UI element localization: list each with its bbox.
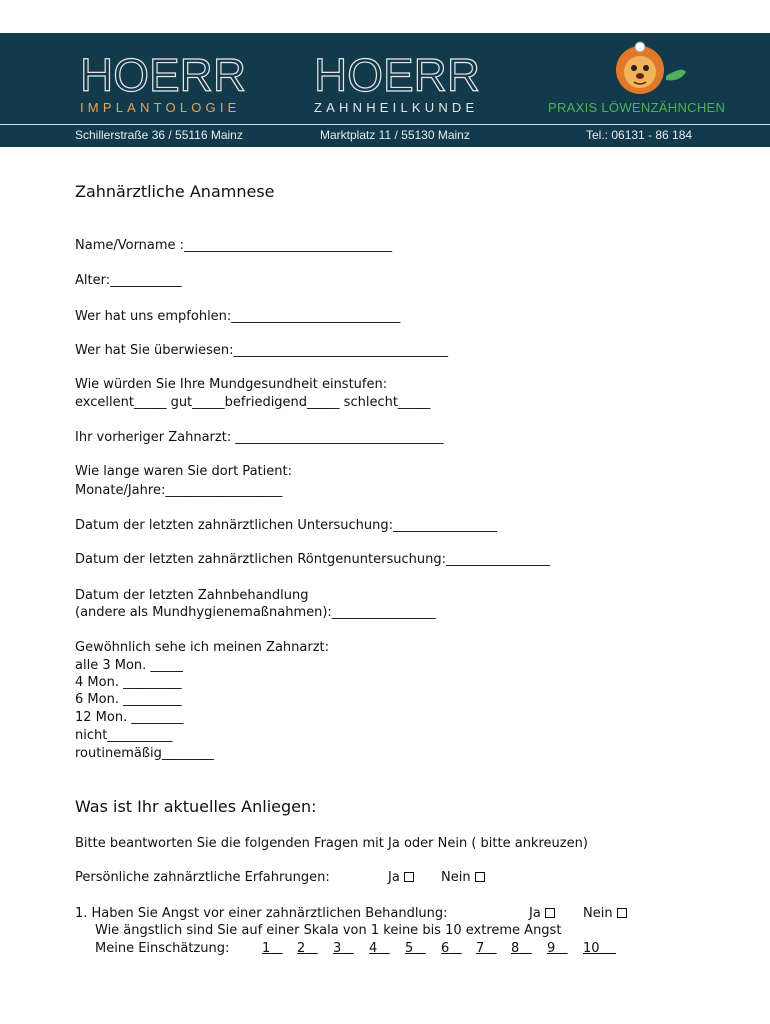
hoerr-zahnheilkunde-logo [314,51,492,95]
erfahrungen-label: Persönliche zahnärztliche Erfahrungen: [75,870,330,885]
erfahrungen-ja-option[interactable] [388,869,414,887]
hoerr-implantologie-logo [80,51,258,95]
ja-label: Ja [388,870,400,885]
frequency-question: Gewöhnlich sehe ich meinen Zahnarzt: [75,640,329,655]
patient-duration-question: Wie lange waren Sie dort Patient: [75,464,292,479]
ueberwiesen-field[interactable]: Wer hat Sie überwiesen:_________________________________ [75,343,448,358]
address-marktplatz: Marktplatz 11 / 55130 Mainz [320,128,470,142]
mundgesundheit-options[interactable]: excellent_____ gut_____befriedigend_____ schlecht_____ [75,395,431,410]
erfahrungen-nein-option[interactable] [441,869,485,887]
erfahrungen-ja-checkbox[interactable] [404,872,414,882]
behandlung-date-field[interactable]: (andere als Mundhygienemaßnahmen):________________ [75,605,436,620]
anliegen-instructions: Bitte beantworten Sie die folgenden Fragen mit Ja oder Nein ( bitte ankreuzen) [75,836,588,851]
scale-option[interactable] [297,940,318,958]
q1-nein-option[interactable] [583,905,627,923]
phone-number: Tel.: 06131 - 86 184 [586,128,693,142]
form-title: Zahnärztliche Anamnese [75,182,275,201]
logo-text-1: HOERR [80,51,247,95]
address-schillerstrasse: Schillerstraße 36 / 55116 Mainz [75,128,243,142]
scale-value: 3 [333,941,342,956]
freq-option[interactable]: routinemäßig________ [75,746,214,761]
scale-option[interactable] [511,940,532,958]
alter-field[interactable]: Alter:___________ [75,273,182,288]
freq-option[interactable]: 6 Mon. _________ [75,692,182,707]
scale-option[interactable] [441,940,462,958]
scale-value: 10 [583,941,600,956]
scale-option[interactable] [583,940,616,958]
q1-nein-checkbox[interactable] [617,908,627,918]
q1-ja-checkbox[interactable] [545,908,555,918]
anliegen-title: Was ist Ihr aktuelles Anliegen: [75,797,317,816]
q1-einschaetzung-label: Meine Einschätzung: [95,941,230,956]
nein-label: Nein [441,870,471,885]
scale-value: 7 [476,941,485,956]
praxis-name: PRAXIS LÖWENZÄHNCHEN [548,100,726,115]
scale-option[interactable] [369,940,390,958]
mundgesundheit-question: Wie würden Sie Ihre Mundgesundheit einstufen: [75,377,388,392]
empfohlen-field[interactable]: Wer hat uns empfohlen:__________________________ [75,309,401,324]
scale-option[interactable] [262,940,283,958]
letterhead [0,33,770,147]
logo1-subtitle: IMPLANTOLOGIE [80,100,241,115]
question-1: 1. Haben Sie Angst vor einer zahnärztlichen Behandlung: [75,906,448,921]
scale-option[interactable] [547,940,568,958]
scale-value: 5 [405,941,414,956]
behandlung-label: Datum der letzten Zahnbehandlung [75,588,309,603]
roentgen-date-field[interactable]: Datum der letzten zahnärztlichen Röntgenuntersuchung:________________ [75,552,550,567]
logo2-subtitle: ZAHNHEILKUNDE [314,100,479,115]
freq-option[interactable]: nicht__________ [75,728,173,743]
header-divider [0,124,770,125]
scale-value: 6 [441,941,450,956]
scale-value: 4 [369,941,378,956]
scale-option[interactable] [476,940,497,958]
name-field[interactable]: Name/Vorname :________________________________ [75,238,393,253]
scale-option[interactable] [405,940,426,958]
scale-value: 9 [547,941,556,956]
freq-option[interactable]: 4 Mon. _________ [75,675,182,690]
scale-value: 8 [511,941,520,956]
freq-option[interactable]: 12 Mon. ________ [75,710,184,725]
vorheriger-zahnarzt-field[interactable]: Ihr vorheriger Zahnarzt: ________________________________ [75,430,444,445]
scale-value: 2 [297,941,306,956]
scale-value: 1 [262,941,271,956]
q1-scale-text: Wie ängstlich sind Sie auf einer Skala von 1 keine bis 10 extreme Angst [95,923,562,938]
q1-ja-option[interactable] [529,905,555,923]
scale-option[interactable] [333,940,354,958]
untersuchung-date-field[interactable]: Datum der letzten zahnärztlichen Untersuchung:________________ [75,518,498,533]
monate-jahre-field[interactable]: Monate/Jahre:__________________ [75,483,283,498]
erfahrungen-nein-checkbox[interactable] [475,872,485,882]
freq-option[interactable]: alle 3 Mon. _____ [75,658,183,673]
logo-text-2: HOERR [314,51,481,95]
lion-mascot-icon [610,38,690,98]
ja-label: Ja [529,906,541,921]
nein-label: Nein [583,906,613,921]
